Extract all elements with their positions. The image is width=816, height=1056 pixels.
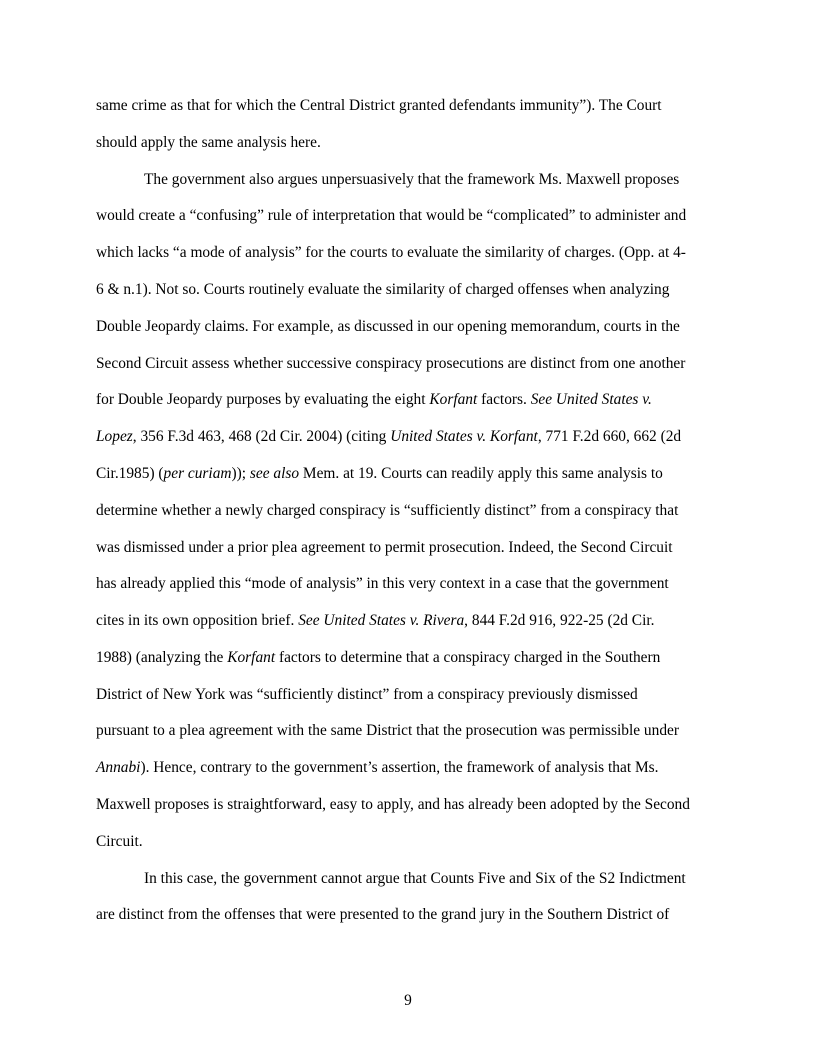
case-name: Korfant	[227, 649, 276, 666]
text-line: Maxwell proposes is straightforward, easy to apply, and has already been adopted by the Second	[96, 796, 690, 813]
citation-signal: see also	[249, 465, 300, 482]
case-name: Annabi	[96, 759, 141, 776]
case-name: Lopez	[96, 428, 133, 445]
page-number: 9	[404, 992, 412, 1009]
text-line: pursuant to a plea agreement with the same District that the prosecution was permissible under	[96, 722, 679, 739]
paragraph-first-line: The government also argues unpersuasively that the framework Ms. Maxwell proposes	[144, 171, 680, 188]
text-line: Circuit.	[96, 833, 143, 850]
text-line: should apply the same analysis here.	[96, 134, 321, 151]
text-line: would create a “confusing” rule of interpretation that would be “complicated” to administer and	[96, 207, 687, 224]
text-line: was dismissed under a prior plea agreement to permit prosecution. Indeed, the Second Circuit	[96, 539, 673, 556]
citation-signal: See United States v.	[530, 391, 652, 408]
text-line: same crime as that for which the Central District granted defendants immunity”). The Court	[96, 97, 662, 114]
latin-term: per curiam	[163, 465, 232, 482]
text-line: cites in its own opposition brief. See United States v. Rivera, 844 F.2d 916, 922-25 (2d Cir.	[96, 612, 655, 629]
text-line: Lopez, 356 F.3d 463, 468 (2d Cir. 2004) (citing United States v. Korfant, 771 F.2d 660, 662 (2d	[96, 428, 682, 445]
paragraph-first-line: In this case, the government cannot argue that Counts Five and Six of the S2 Indictment	[144, 870, 686, 887]
text-line: are distinct from the offenses that were presented to the grand jury in the Southern District of	[96, 906, 670, 923]
case-name: United States v. Korfant	[390, 428, 538, 445]
text-line: Annabi). Hence, contrary to the government’s assertion, the framework of analysis that Ms.	[96, 759, 659, 776]
text-line: Cir.1985) (per curiam)); see also Mem. at 19. Courts can readily apply this same analysis to	[96, 465, 663, 482]
text-line: 1988) (analyzing the Korfant factors to determine that a conspiracy charged in the Southern	[96, 649, 661, 666]
text-line: Double Jeopardy claims. For example, as discussed in our opening memorandum, courts in the	[96, 318, 680, 335]
text-line: 6 & n.1). Not so. Courts routinely evaluate the similarity of charged offenses when analyzing	[96, 281, 670, 298]
text-line: determine whether a newly charged conspiracy is “sufficiently distinct” from a conspiracy that	[96, 502, 679, 519]
case-name: Korfant	[429, 391, 478, 408]
text-line: for Double Jeopardy purposes by evaluating the eight Korfant factors. See United States v.	[96, 391, 652, 408]
text-line: which lacks “a mode of analysis” for the courts to evaluate the similarity of charges. (Opp. at 4-	[96, 244, 686, 261]
text-line: District of New York was “sufficiently distinct” from a conspiracy previously dismissed	[96, 686, 638, 703]
text-line: Second Circuit assess whether successive conspiracy prosecutions are distinct from one another	[96, 355, 686, 372]
case-name: See United States v. Rivera	[298, 612, 465, 629]
text-line: has already applied this “mode of analysis” in this very context in a case that the government	[96, 575, 669, 592]
